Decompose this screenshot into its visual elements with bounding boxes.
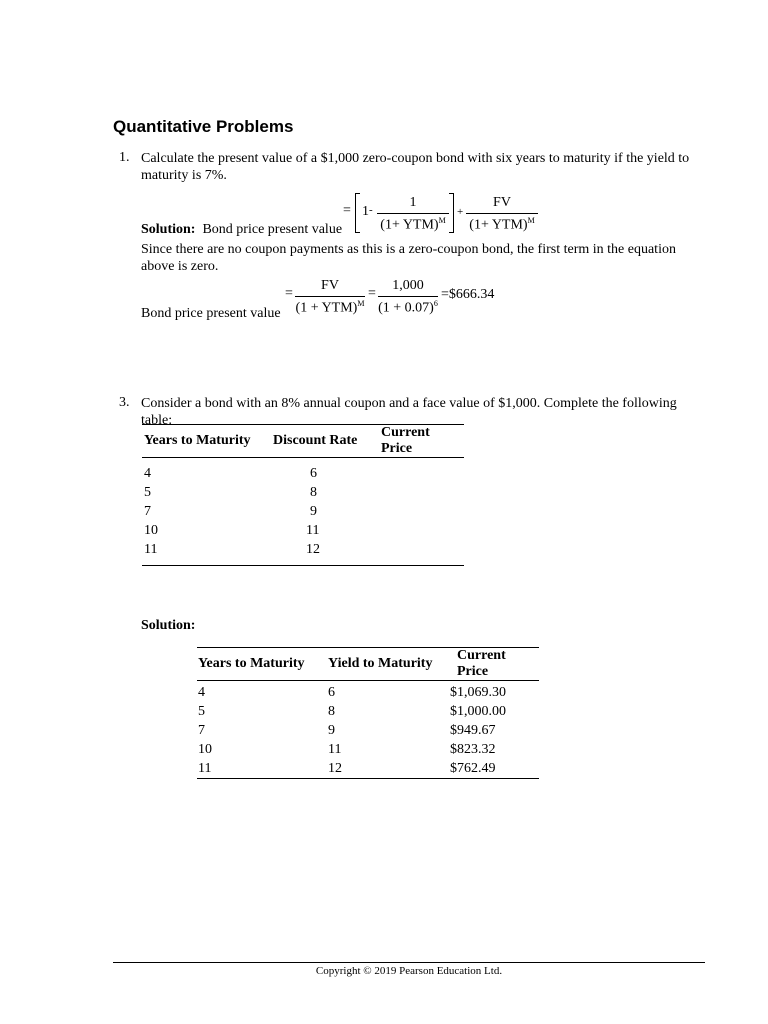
eq2-fraction-1 <box>295 278 365 317</box>
table-cell <box>379 521 464 540</box>
eq2-numerator-2: 1,000 <box>378 278 438 297</box>
table-cell: 9 <box>310 503 317 519</box>
problem-3-question: Consider a bond with an 8% annual coupon and a face value of $1,000. Complete the following table: <box>141 396 677 428</box>
problem-1-question: Calculate the present value of a $1,000 zero-coupon bond with six years to maturity if the yield to maturity is 7%. <box>141 151 690 183</box>
table-header: Current Price <box>379 425 464 458</box>
eq2-equals-1: = <box>285 286 293 301</box>
table-cell: 12 <box>328 760 342 776</box>
zero-coupon-explanation: Since there are no coupon payments as this is a zero-coupon bond, the first term in the equation above is zero. <box>141 242 676 274</box>
eq1-numerator-1: 1 <box>377 195 449 214</box>
table-cell: 5 <box>144 484 151 500</box>
eq1-exponent-1: M <box>438 216 446 225</box>
right-bracket <box>449 193 454 233</box>
footer-rule <box>113 962 705 963</box>
eq1-fraction-1 <box>377 195 449 234</box>
table-cell: 11 <box>328 741 342 757</box>
solution-1 <box>141 222 342 238</box>
table-cell: 7 <box>144 503 151 519</box>
table-cell <box>379 502 464 521</box>
solution-1-label: Solution: <box>141 222 196 237</box>
table-row <box>197 681 539 703</box>
table-cell: 8 <box>310 484 317 500</box>
table-cell: 7 <box>198 722 205 738</box>
problem-1-number: 1. <box>119 150 130 165</box>
table-cell: 4 <box>198 684 205 700</box>
eq1-denominator-1: (1+ YTM) <box>380 217 439 233</box>
table-cell: 11 <box>198 760 212 776</box>
solution-table <box>197 647 539 779</box>
eq1-fraction-2 <box>466 195 538 234</box>
section-heading: Quantitative Problems <box>113 117 294 136</box>
eq1-numerator-2: FV <box>466 195 538 214</box>
table-cell: 6 <box>328 684 335 700</box>
table-cell: $762.49 <box>450 760 496 776</box>
eq1-exponent-2: M <box>527 216 535 225</box>
table-cell: 10 <box>144 522 158 538</box>
table-cell: 5 <box>198 703 205 719</box>
table-header-row <box>142 425 464 458</box>
table-header: Current Price <box>449 648 539 681</box>
table-cell <box>379 458 464 484</box>
eq2-fraction-2 <box>378 278 438 317</box>
bond-price-label: Bond price present value <box>141 306 281 321</box>
table-header-row <box>197 648 539 681</box>
eq2-exponent-2: 6 <box>433 299 438 308</box>
table-cell: 4 <box>144 465 151 481</box>
table-cell: 6 <box>310 465 317 481</box>
eq1-equals: = <box>343 203 351 218</box>
table-header: Years to Maturity <box>142 425 271 458</box>
left-bracket <box>355 193 360 233</box>
table-header: Yield to Maturity <box>327 648 449 681</box>
table-cell: 10 <box>198 741 212 757</box>
table-row <box>142 540 464 566</box>
table-row <box>197 721 539 740</box>
eq2-result: =$666.34 <box>441 287 495 302</box>
solution-3-label: Solution: <box>141 618 196 633</box>
table-cell: 9 <box>328 722 335 738</box>
table-row <box>197 702 539 721</box>
table-row <box>142 458 464 484</box>
table-cell: 11 <box>306 522 320 538</box>
table-header: Years to Maturity <box>197 648 327 681</box>
eq1-denominator-2: (1+ YTM) <box>469 217 528 233</box>
table-cell: 8 <box>328 703 335 719</box>
table-cell <box>379 540 464 566</box>
table-row <box>142 502 464 521</box>
table-cell: $949.67 <box>450 722 496 738</box>
table-row <box>197 740 539 759</box>
table-header: Discount Rate <box>271 425 379 458</box>
eq2-denominator-2: (1 + 0.07) <box>378 300 434 316</box>
eq2-equals-2: = <box>368 286 376 301</box>
eq2-denominator-1: (1 + YTM) <box>295 300 358 316</box>
table-cell <box>379 483 464 502</box>
table-cell: 11 <box>144 541 158 557</box>
table-cell: $1,000.00 <box>450 703 506 719</box>
problem-3-number: 3. <box>119 395 130 410</box>
table-cell: $823.32 <box>450 741 496 757</box>
table-row <box>197 759 539 779</box>
table-cell: 12 <box>306 541 320 557</box>
table-cell: $1,069.30 <box>450 684 506 700</box>
copyright-footer: Copyright © 2019 Pearson Education Ltd. <box>315 965 503 977</box>
table-row <box>142 483 464 502</box>
eq1-minus: - <box>369 204 373 216</box>
eq2-exponent-1: M <box>357 299 365 308</box>
eq2-numerator-1: FV <box>295 278 365 297</box>
eq1-plus: + <box>457 206 464 218</box>
table-row <box>142 521 464 540</box>
bond-table <box>142 424 464 566</box>
solution-1-text: Bond price present value <box>202 222 343 237</box>
eq1-one: 1 <box>362 204 369 219</box>
